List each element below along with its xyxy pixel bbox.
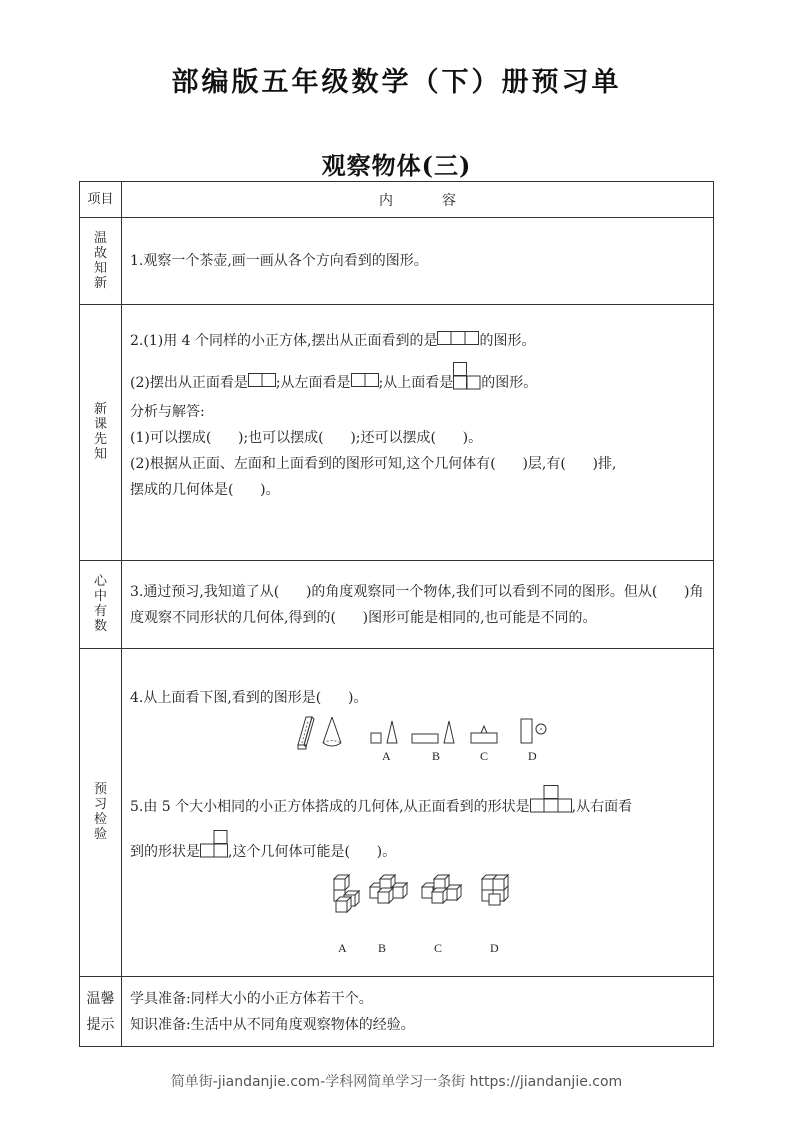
analysis-1: (1)可以摆成( );也可以摆成( );还可以摆成( )。 (130, 430, 483, 446)
right-view-icon (200, 830, 228, 867)
table-row-check (80, 649, 714, 977)
q4-option-a: A (382, 749, 391, 763)
analysis-title: 分析与解答: (130, 404, 205, 420)
question-4: 4.从上面看下图,看到的图形是( )。 (130, 690, 368, 706)
row-label-check: 预习检验 (80, 649, 122, 977)
q4-option-c: C (480, 749, 489, 763)
header-content (122, 182, 714, 218)
table-header-row (80, 182, 714, 218)
q5-option-a: A (338, 941, 347, 955)
row-label-tips: 温馨 提示 (80, 977, 122, 1047)
question-2-2: (2)摆出从正面看是 ;从左面看是 ;从上面看是 的图形。 (130, 362, 705, 399)
q4-option-b: B (432, 749, 441, 763)
analysis-3: 摆成的几何体是( )。 (130, 482, 280, 498)
document-subtitle: 观察物体(三) (321, 151, 472, 180)
q5-option-d: D (490, 941, 499, 955)
row-label-understanding: 心中有数 (80, 561, 122, 649)
q4-option-d: D (528, 749, 537, 763)
question-5-line-1: 5.由 5 个大小相同的小正方体搭成的几何体,从正面看到的形状是 ,从右面看 (130, 785, 705, 822)
question-4-figures (130, 711, 705, 761)
three-squares-row-icon (437, 328, 479, 354)
question-1: 1.观察一个茶壶,画一画从各个方向看到的图形。 (130, 253, 428, 269)
footer-watermark: 简单街-jiandanjie.com-学科网简单学习一条街 https://jiandanjie.com (170, 1074, 623, 1090)
document-title: 部编版五年级数学（下）册预习单 (171, 67, 622, 98)
question-5-line-2: 到的形状是 ,这个几何体可能是( )。 (130, 830, 705, 867)
preview-sheet-table (79, 181, 714, 1047)
two-squares-row-icon (351, 370, 379, 396)
front-view-icon (530, 785, 572, 822)
q5-option-b: B (378, 941, 387, 955)
header-item: 项目 (80, 182, 122, 218)
tip-materials: 学具准备:同样大小的小正方体若干个。 (130, 990, 373, 1007)
row-content-check (122, 649, 714, 977)
table-row-review (80, 218, 714, 305)
row-content-review (122, 218, 714, 305)
table-row-new-lesson (80, 305, 714, 561)
table-row-understanding (80, 561, 714, 649)
row-label-review: 温故知新 (80, 218, 122, 305)
table-row-tips (80, 977, 714, 1047)
question-5-figures (130, 867, 705, 953)
row-content-new-lesson (122, 305, 714, 561)
header-content-char-1: 内 (379, 192, 394, 209)
tip-knowledge: 知识准备:生活中从不同角度观察物体的经验。 (130, 1016, 415, 1033)
row-content-tips (122, 977, 714, 1047)
prism-and-cone-figure (294, 713, 594, 761)
l-shape-top-view-icon (453, 362, 481, 399)
question-3: 3.通过预习,我知道了从( )的角度观察同一个物体,我们可以看到不同的图形。但从( )角度观察不同形状的几何体,得到的( )图形可能是相同的,也可能是不同的。 (122, 561, 714, 649)
two-squares-row-icon (248, 370, 276, 396)
analysis-2: (2)根据从正面、左面和上面看到的图形可知,这个几何体有( )层,有( )排, (130, 456, 617, 472)
cube-stacks-figure (330, 873, 530, 929)
q5-option-c: C (434, 941, 443, 955)
header-content-char-2: 容 (441, 192, 456, 209)
row-label-new-lesson: 新课先知 (80, 305, 122, 561)
question-2-1: 2.(1)用 4 个同样的小正方体,摆出从正面看到的是 的图形。 (130, 328, 705, 354)
